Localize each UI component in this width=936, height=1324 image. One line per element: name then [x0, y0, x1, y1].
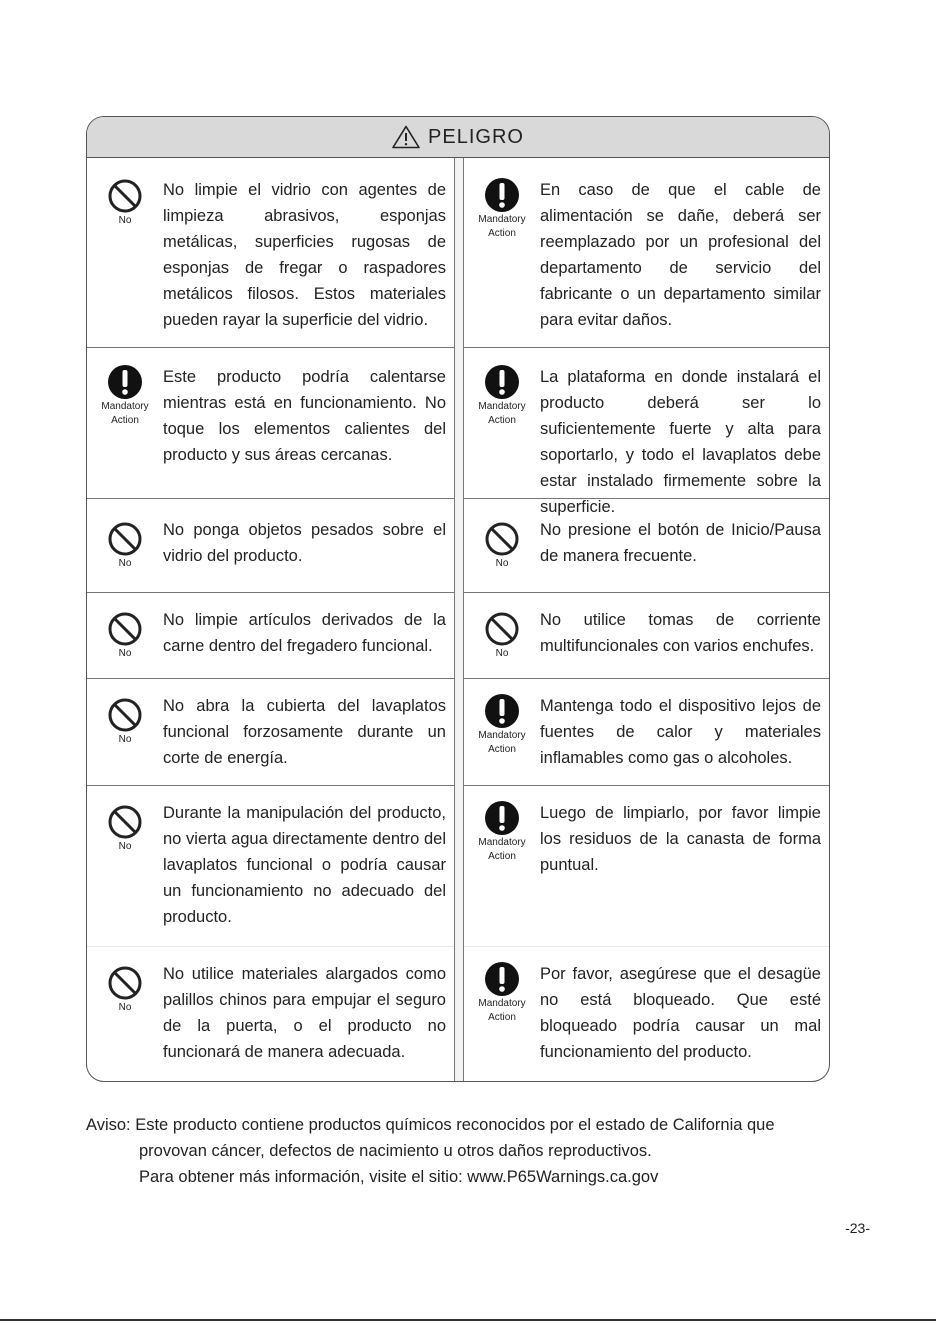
panel-body: [87, 158, 829, 1082]
no-label: No: [495, 558, 509, 569]
no-label: No: [495, 648, 509, 659]
action-label: Action: [488, 415, 516, 426]
prohibition-icon: [107, 697, 143, 733]
page-number: -23-: [845, 1220, 870, 1236]
mandatory-label: Mandatory: [478, 730, 526, 741]
row-separator: [87, 347, 454, 348]
prohibition-icon: [107, 804, 143, 840]
warning-text: No limpie el vidrio con agentes de limpieza abrasivos, esponjas metálicas, superficies rugosas de esponjas de fregar o raspadores metálicos filosos. Estos materiales pueden rayar la superficie del vidrio.: [163, 181, 446, 329]
warning-text: Mantenga todo el dispositivo lejos de fuentes de calor y materiales inflamables como gas o alcoholes.: [540, 697, 821, 767]
prohibition-icon: [107, 611, 143, 647]
warning-item: [87, 607, 454, 678]
row-separator: [87, 498, 454, 499]
prohibition-icon-wrap: [87, 693, 163, 747]
prohibition-icon-wrap: [464, 607, 540, 661]
mandatory-icon-wrap: [464, 800, 540, 864]
action-label: Action: [488, 1012, 516, 1023]
prohibition-icon: [484, 521, 520, 557]
warning-item: [87, 800, 454, 946]
panel-header: [87, 117, 829, 158]
prohibition-icon: [484, 611, 520, 647]
mandatory-label: Mandatory: [478, 401, 526, 412]
warning-item: [87, 517, 454, 592]
row-separator: [464, 678, 829, 679]
warning-text: No ponga objetos pesados sobre el vidrio del producto.: [163, 521, 446, 565]
mandatory-icon-wrap: [464, 693, 540, 757]
warning-text: La plataforma en donde instalará el producto deberá ser lo suficientemente fuerte y alta para soportarlo, y todo el lavaplatos debe estar instalado firmemente sobre la superficie.: [540, 368, 821, 516]
warning-item: [464, 177, 829, 347]
prohibition-icon: [107, 178, 143, 214]
prohibition-icon-wrap: [87, 177, 163, 228]
mandatory-action-icon: [484, 961, 520, 997]
action-label: Action: [488, 744, 516, 755]
no-label: No: [118, 648, 132, 659]
warning-text: No presione el botón de Inicio/Pausa de manera frecuente.: [540, 521, 821, 565]
panel-title: PELIGRO: [428, 125, 524, 148]
prohibition-icon-wrap: [87, 517, 163, 571]
row-separator: [87, 592, 454, 593]
warning-text: No utilice materiales alargados como palillos chinos para empujar el seguro de la puerta, o el producto no funcionará de manera adecuada.: [163, 965, 446, 1061]
row-separator: [464, 592, 829, 593]
row-separator: [464, 785, 829, 786]
warning-item: [464, 364, 829, 516]
mandatory-icon-wrap: [464, 961, 540, 1025]
warning-item: [464, 961, 829, 1076]
prohibition-icon-wrap: [87, 961, 163, 1015]
mandatory-action-icon: [484, 364, 520, 400]
prohibition-icon-wrap: [87, 607, 163, 661]
mandatory-label: Mandatory: [478, 214, 526, 225]
action-label: Action: [488, 228, 516, 239]
danger-panel: [86, 116, 830, 1082]
warning-text: No utilice tomas de corriente multifuncionales con varios enchufes.: [540, 611, 821, 655]
column-divider: [454, 158, 464, 1082]
row-separator: [87, 678, 454, 679]
action-label: Action: [111, 415, 139, 426]
warning-item: [464, 800, 829, 946]
warning-text: No abra la cubierta del lavaplatos funcional forzosamente durante un corte de energía.: [163, 697, 446, 767]
no-label: No: [118, 215, 132, 226]
mandatory-action-icon: [484, 177, 520, 213]
mandatory-label: Mandatory: [478, 837, 526, 848]
warning-text: Este producto podría calentarse mientras está en funcionamiento. No toque los elementos calientes del producto y sus áreas cercanas.: [163, 368, 446, 464]
mandatory-action-icon: [484, 693, 520, 729]
mandatory-action-icon: [484, 800, 520, 836]
row-separator: [464, 347, 829, 348]
prop65-notice: [86, 1112, 846, 1190]
mandatory-label: Mandatory: [101, 401, 149, 412]
prohibition-icon: [107, 965, 143, 1001]
warning-item: [87, 693, 454, 785]
row-separator: [87, 946, 454, 947]
no-label: No: [118, 1002, 132, 1013]
mandatory-label: Mandatory: [478, 998, 526, 1009]
no-label: No: [118, 734, 132, 745]
notice-line-3: Para obtener más información, visite el sitio: www.P65Warnings.ca.gov: [139, 1168, 659, 1186]
notice-line-1: Aviso: Este producto contiene productos químicos reconocidos por el estado de California que: [86, 1116, 775, 1134]
warning-text: Luego de limpiarlo, por favor limpie los residuos de la canasta de forma puntual.: [540, 804, 821, 874]
no-label: No: [118, 841, 132, 852]
warning-text: En caso de que el cable de alimentación se dañe, deberá ser reemplazado por un profesional del departamento de servicio del fabricante o un departamento similar para evitar daños.: [540, 181, 821, 329]
warning-item: [87, 961, 454, 1076]
mandatory-icon-wrap: [87, 364, 163, 428]
mandatory-icon-wrap: [464, 364, 540, 428]
warning-text: No limpie artículos derivados de la carne dentro del fregadero funcional.: [163, 611, 446, 655]
warning-item: [464, 693, 829, 785]
bottom-rule: [0, 1319, 936, 1321]
warning-item: [464, 607, 829, 678]
no-label: No: [118, 558, 132, 569]
warning-item: [87, 177, 454, 347]
prohibition-icon-wrap: [87, 800, 163, 854]
row-separator: [464, 946, 829, 947]
notice-line-2: provovan cáncer, defectos de nacimiento u otros daños reproductivos.: [139, 1142, 652, 1160]
row-separator: [87, 785, 454, 786]
warning-item: [87, 364, 454, 498]
action-label: Action: [488, 851, 516, 862]
prohibition-icon: [107, 521, 143, 557]
warning-text: Por favor, asegúrese que el desagüe no está bloqueado. Que esté bloqueado podría causar un mal funcionamiento del producto.: [540, 965, 821, 1061]
mandatory-action-icon: [107, 364, 143, 400]
mandatory-icon-wrap: [464, 177, 540, 241]
prohibition-icon-wrap: [464, 517, 540, 571]
warning-item: [464, 517, 829, 592]
warning-text: Durante la manipulación del producto, no vierta agua directamente dentro del lavaplatos funcional o podría causar un funcionamiento no adecuado del producto.: [163, 804, 446, 926]
warning-triangle-icon: [392, 125, 420, 149]
